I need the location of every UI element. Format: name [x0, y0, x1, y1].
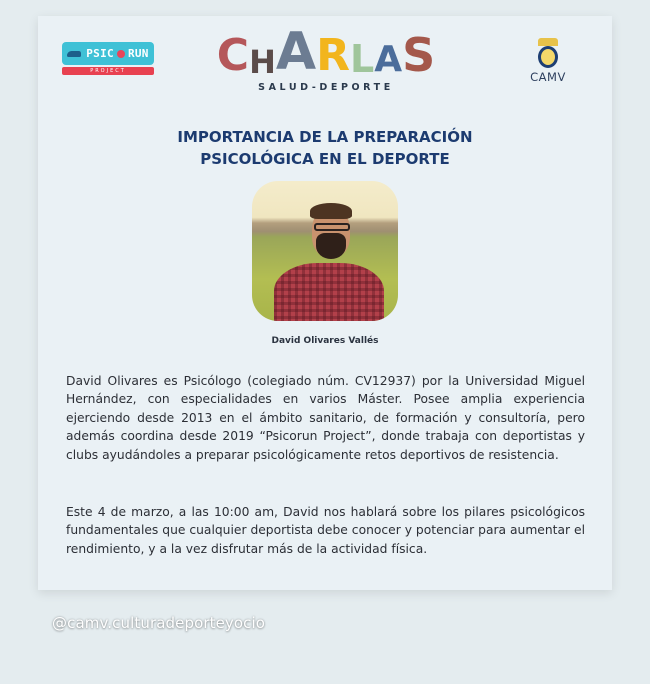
crown-icon: [538, 38, 558, 46]
psicorun-logo-badge: [62, 42, 154, 65]
page-title: [38, 126, 612, 170]
charlas-letter: A: [275, 22, 317, 82]
speaker-beard: [316, 233, 346, 259]
charlas-subtitle: SALUD-DEPORTE: [258, 82, 394, 93]
charlas-letter: A: [374, 39, 403, 80]
post-card: [38, 16, 612, 590]
psicorun-text-left: PSIC: [86, 47, 114, 60]
charlas-letter: L: [349, 37, 375, 81]
shoe-icon: [67, 51, 81, 57]
account-handle-overlay[interactable]: @camv.culturadeporteyocio: [52, 614, 266, 632]
event-paragraph: Este 4 de marzo, a las 10:00 am, David nos hablará sobre los pilares psicológicos fundamentales que cualquier deportista debe conocer y potenciar para aumentar el rendimiento, y a la vez disfrutar más de la actividad física.: [66, 505, 585, 556]
title-line-2: PSICOLÓGICA EN EL DEPORTE: [200, 150, 450, 168]
psicorun-subtitle: PROJECT: [62, 67, 154, 75]
psicorun-text-right: RUN: [127, 47, 149, 60]
charlas-letter: C: [216, 30, 250, 81]
charlas-letter: S: [402, 28, 436, 82]
speaker-name: David Olivares Vallés: [271, 336, 379, 346]
speaker-shirt: [274, 263, 384, 321]
charlas-title-logo: [208, 22, 444, 93]
camv-logo: [522, 38, 574, 84]
brain-icon: [117, 50, 125, 58]
charlas-word: [208, 22, 444, 82]
charlas-letter: H: [249, 43, 276, 81]
camv-label: CAMV: [530, 70, 566, 84]
charlas-letter: R: [316, 30, 350, 81]
coat-of-arms-icon: [538, 46, 558, 68]
speaker-glasses: [314, 223, 350, 231]
title-line-1: IMPORTANCIA DE LA PREPARACIÓN: [177, 128, 473, 146]
psicorun-logo: [62, 42, 154, 75]
speaker-hair: [310, 203, 352, 219]
speaker-photo: [252, 181, 398, 321]
bio-paragraph: David Olivares es Psicólogo (colegiado núm. CV12937) por la Universidad Miguel Hernández, con especialidades en varios Máster. Posee amplia experiencia ejerciendo desde 2013 en el ámbito sanitario, de formación y consultoría, pero además coordina desde 2019 “Psicorun Project”, donde trabaja con deportistas y clubs ayudándoles a preparar psicológicamente retos deportivos de resistencia.: [66, 374, 585, 462]
